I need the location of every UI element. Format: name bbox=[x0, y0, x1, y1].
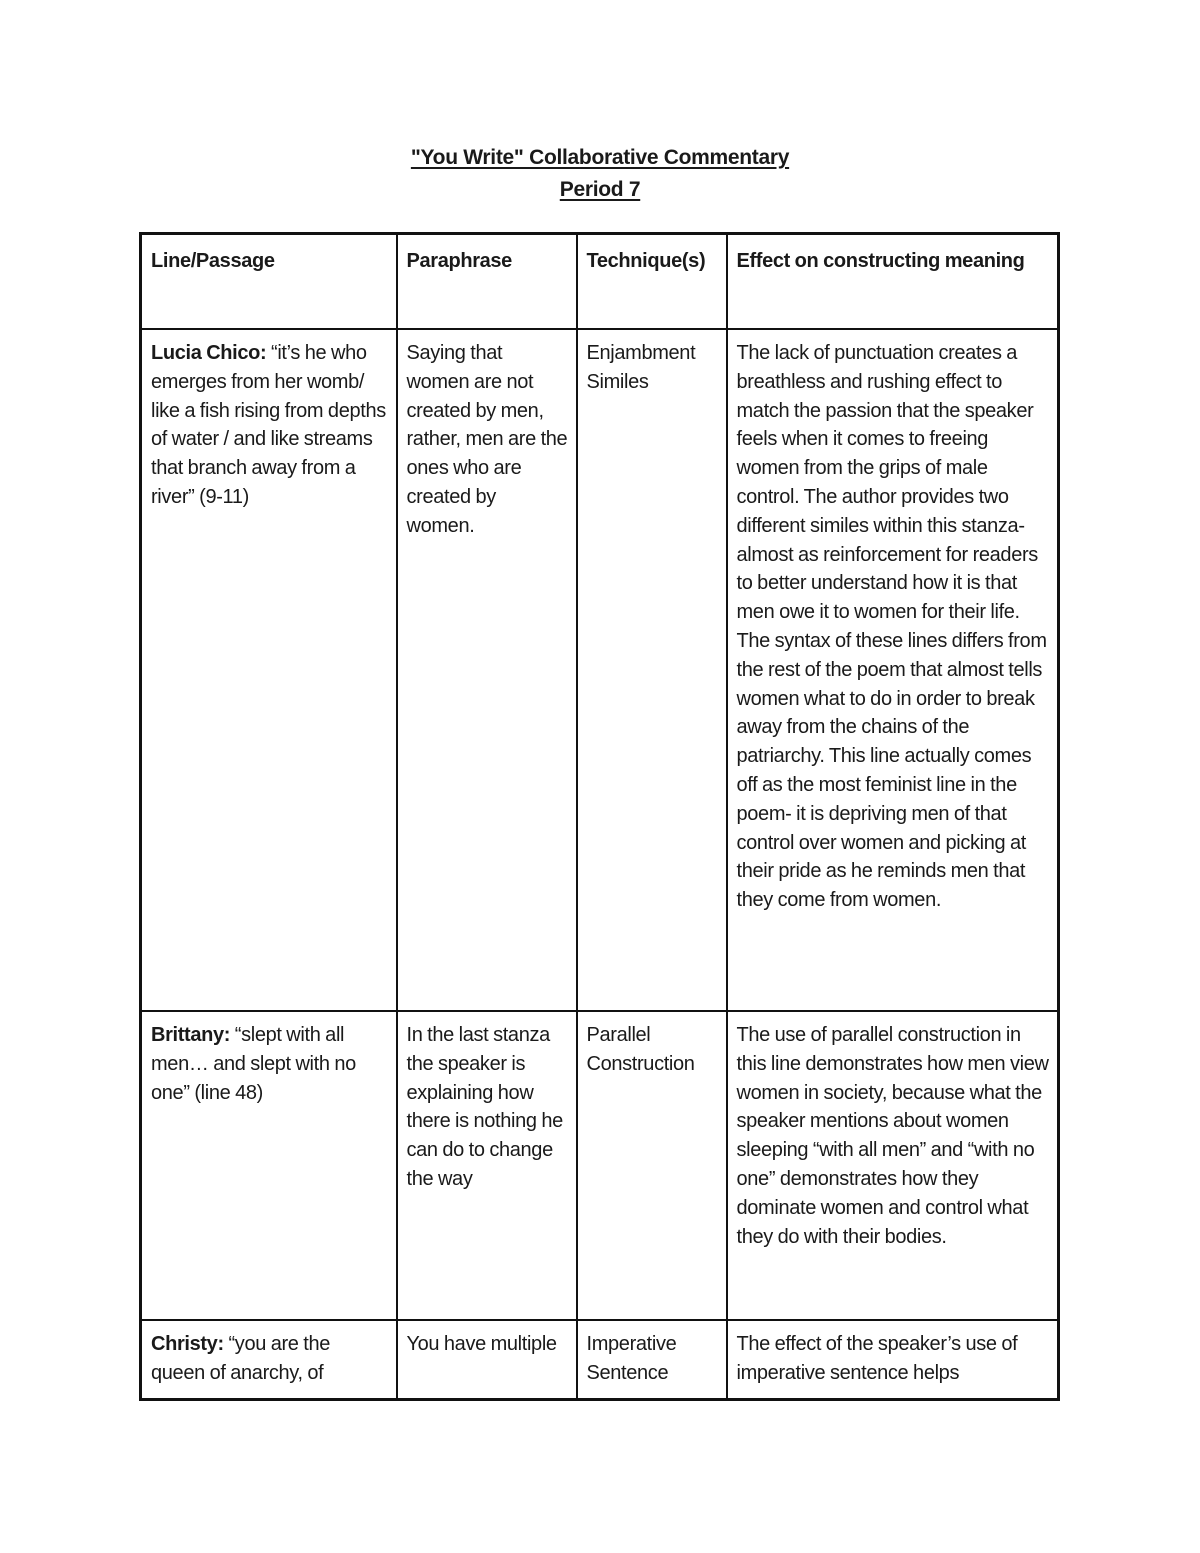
document-subtitle-period: Period 7 bbox=[559, 178, 641, 201]
table-header-row bbox=[141, 234, 1059, 330]
technique-cell bbox=[577, 1320, 727, 1400]
passage-text: “it’s he who emerges from her womb/ like a fish rising from depths of water / and like streams that branch away from a river” (9-11) bbox=[151, 342, 386, 508]
header-effect: Effect on constructing meaning bbox=[727, 234, 1059, 330]
paraphrase-cell: Saying that women are not created by men, rather, men are the ones who are created by women. bbox=[397, 329, 577, 1011]
document-title: "You Write" Collaborative Commentary bbox=[410, 146, 790, 169]
passage-cell bbox=[141, 1320, 397, 1400]
header-techniques: Technique(s) bbox=[577, 234, 727, 330]
effect-cell: The use of parallel construction in this line demonstrates how men view women in society, because what the speaker mentions about women sleeping “with all men” and “with no one” demonstrates how they dominate women and control what they do with their bodies. bbox=[727, 1011, 1059, 1320]
technique-line: Similes bbox=[586, 370, 649, 393]
commentary-table bbox=[139, 232, 1060, 1401]
speaker-name: Christy: bbox=[151, 1333, 224, 1355]
table-row bbox=[141, 1320, 1059, 1400]
header-line-passage: Line/Passage bbox=[141, 234, 397, 330]
technique-line: Sentence bbox=[586, 1361, 669, 1384]
technique-cell bbox=[577, 1011, 727, 1320]
effect-cell: The effect of the speaker’s use of imperative sentence helps bbox=[727, 1320, 1059, 1400]
technique-line: Construction bbox=[586, 1052, 695, 1075]
speaker-name: Lucia Chico: bbox=[151, 342, 267, 364]
table-row bbox=[141, 1011, 1059, 1320]
passage-text: “you are the queen of anarchy, of bbox=[151, 1333, 331, 1384]
speaker-name: Brittany: bbox=[151, 1024, 231, 1046]
passage-cell bbox=[141, 329, 397, 1011]
effect-cell: The lack of punctuation creates a breathless and rushing effect to match the passion that the speaker feels when it comes to freeing women from the grips of male control. The author provides two different similes within this stanza- almost as reinforcement for readers to better understand how it is that men owe it to women for their life. The syntax of these lines differs from the rest of the poem that almost tells women what to do in order to break away from the chains of the patriarchy. This line actually comes off as the most feminist line in the poem- it is depriving men of that control over women and picking at their pride as he reminds men that they come from women. bbox=[727, 329, 1059, 1011]
header-paraphrase: Paraphrase bbox=[397, 234, 577, 330]
technique-line: Enjambment bbox=[586, 342, 696, 364]
technique-line: Parallel bbox=[586, 1024, 651, 1046]
technique-line: Imperative bbox=[586, 1333, 677, 1355]
passage-text: “slept with all men… and slept with no one” (line 48) bbox=[151, 1024, 356, 1104]
paraphrase-cell: In the last stanza the speaker is explaining how there is nothing he can do to change the way bbox=[397, 1011, 577, 1320]
technique-cell bbox=[577, 329, 727, 1011]
passage-cell bbox=[141, 1011, 397, 1320]
paraphrase-cell: You have multiple bbox=[397, 1320, 577, 1400]
table-row bbox=[141, 329, 1059, 1011]
